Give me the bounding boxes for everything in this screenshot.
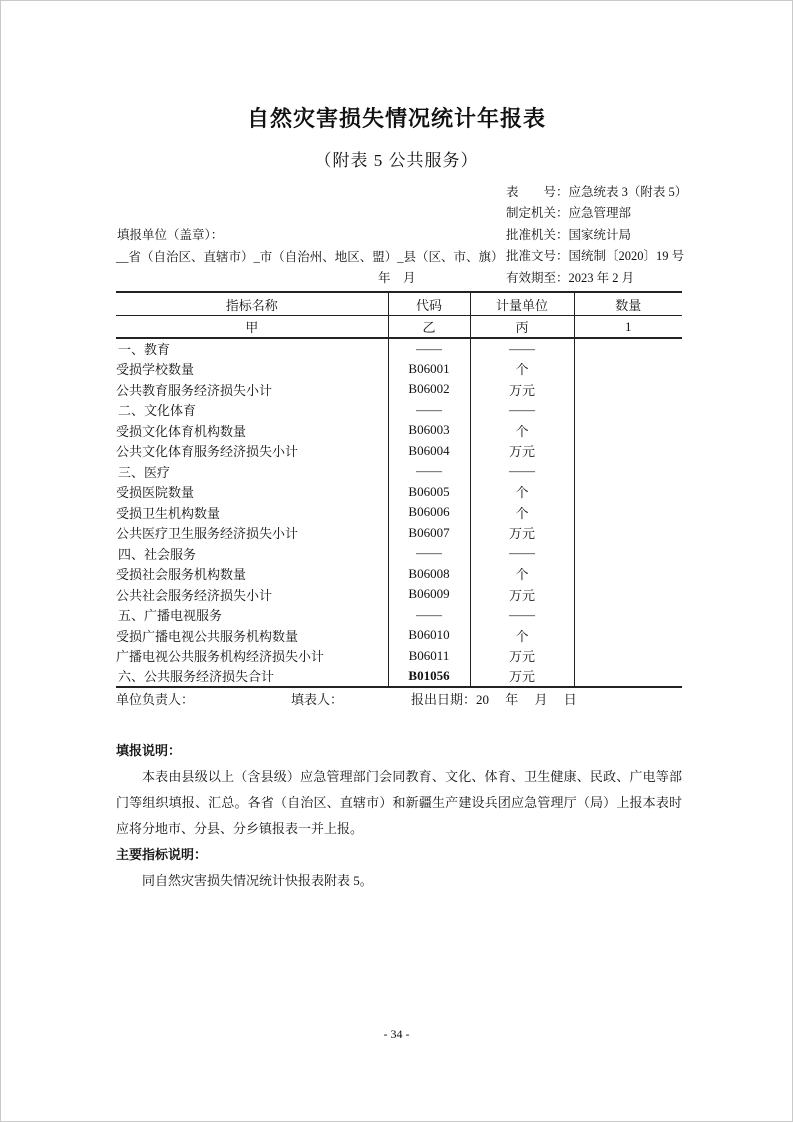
indicator-name-cell: 五、广播电视服务 xyxy=(118,608,223,624)
unit-cell: —— xyxy=(509,401,535,417)
quantity-cell xyxy=(574,359,682,380)
unit-cell: 个 xyxy=(515,362,529,378)
code-cell: B06006 xyxy=(388,502,470,523)
quantity-cell xyxy=(574,523,682,544)
table-header-row xyxy=(116,292,682,316)
quantity-cell xyxy=(574,338,682,359)
subheader-jia: 甲 xyxy=(116,316,388,339)
indicator-name-cell: 公共文化体育服务经济损失小计 xyxy=(116,444,299,460)
unit-head-label: 单位负责人： xyxy=(116,692,195,707)
code-cell: —— xyxy=(388,543,470,564)
page-title: 自然灾害损失情况统计年报表 xyxy=(246,106,546,131)
indicator-name-cell: 三、医疗 xyxy=(118,464,171,480)
table-row xyxy=(116,523,682,544)
indicator-name-cell: 公共医疗卫生服务经济损失小计 xyxy=(116,526,299,542)
form-number-line: 表 号：应急统表 3（附表 5） xyxy=(506,185,688,199)
table-row xyxy=(116,646,682,667)
approving-agency-line: 批准机关：国家统计局 xyxy=(506,227,632,242)
code-cell: B06001 xyxy=(388,359,470,380)
table-header xyxy=(116,292,682,338)
unit-cell: 个 xyxy=(515,485,529,501)
column-header-indicator-name: 指标名称 xyxy=(116,292,388,316)
quantity-cell xyxy=(574,461,682,482)
unit-cell: —— xyxy=(509,545,535,561)
indicator-name-cell: 受损广播电视公共服务机构数量 xyxy=(116,628,299,644)
code-cell: —— xyxy=(388,461,470,482)
indicator-name-cell: 公共教育服务经济损失小计 xyxy=(116,382,273,398)
indicator-name-cell: 广播电视公共服务机构经济损失小计 xyxy=(116,649,325,665)
subheader-1: 1 xyxy=(574,316,682,339)
quantity-cell xyxy=(574,482,682,503)
code-cell: B06002 xyxy=(388,379,470,400)
unit-cell: 万元 xyxy=(508,587,535,603)
filling-instructions-text: 本表由县级以上（含县级）应急管理部门会同教育、文化、体育、卫生健康、民政、广电等部门等组织填报、汇总。各省（自治区、直辖市）和新疆生产建设兵团应急管理厅（局）上报本表时应将分地市、分县、分乡镇报表一并上报。 xyxy=(116,769,682,836)
quantity-cell xyxy=(574,564,682,585)
unit-cell: 万元 xyxy=(508,444,535,460)
code-cell: B06011 xyxy=(388,646,470,667)
quantity-cell xyxy=(574,543,682,564)
table-row xyxy=(116,605,682,626)
quantity-cell xyxy=(574,584,682,605)
unit-cell: 万元 xyxy=(508,669,535,685)
quantity-cell xyxy=(574,625,682,646)
indicator-explanation-text: 同自然灾害损失情况统计快报表附表 5。 xyxy=(142,873,373,888)
table-row xyxy=(116,502,682,523)
table-subheader-row xyxy=(116,316,682,339)
quantity-cell xyxy=(574,666,682,687)
unit-cell: 万元 xyxy=(508,526,535,542)
table-row xyxy=(116,461,682,482)
indicator-name-cell: 一、教育 xyxy=(118,342,171,358)
statistics-table xyxy=(116,291,682,688)
indicator-name-cell: 六、公共服务经济损失合计 xyxy=(118,669,275,685)
quantity-cell xyxy=(574,646,682,667)
unit-cell: —— xyxy=(509,340,535,356)
approval-doc-number-line: 批准文号：国统制〔2020〕19 号 xyxy=(506,249,685,264)
indicator-name-cell: 公共社会服务经济损失小计 xyxy=(116,587,273,603)
code-cell: B06004 xyxy=(388,441,470,462)
table-row xyxy=(116,359,682,380)
quantity-cell xyxy=(574,502,682,523)
unit-cell: 个 xyxy=(515,423,529,439)
table-row xyxy=(116,543,682,564)
code-cell: —— xyxy=(388,400,470,421)
subheader-yi: 乙 xyxy=(388,316,470,339)
quantity-cell xyxy=(574,400,682,421)
unit-cell: 个 xyxy=(515,567,529,583)
signature-row xyxy=(116,689,682,707)
form-filler-label: 填表人： xyxy=(291,692,344,707)
code-cell: B06008 xyxy=(388,564,470,585)
indicator-name-cell: 受损医院数量 xyxy=(116,485,195,501)
unit-cell: 万元 xyxy=(508,382,535,398)
reporting-unit-label: 填报单位（盖章）： xyxy=(117,228,224,242)
page-subtitle: （附表 5 公共服务） xyxy=(314,151,479,170)
unit-cell: —— xyxy=(509,463,535,479)
table-row xyxy=(116,379,682,400)
code-cell: B06010 xyxy=(388,625,470,646)
issuing-agency-line: 制定机关：应急管理部 xyxy=(506,206,632,221)
table-row xyxy=(116,666,682,687)
code-cell: B06007 xyxy=(388,523,470,544)
indicator-name-cell: 受损学校数量 xyxy=(116,362,195,378)
notes-section xyxy=(116,738,682,894)
table-row xyxy=(116,400,682,421)
form-meta-block xyxy=(506,182,687,289)
code-cell: B01056 xyxy=(388,666,470,687)
filling-instructions-heading: 填报说明： xyxy=(116,743,182,758)
code-cell: —— xyxy=(388,605,470,626)
table-row xyxy=(116,441,682,462)
subheader-bing: 丙 xyxy=(470,316,574,339)
quantity-cell xyxy=(574,379,682,400)
validity-line: 有效期至：2023 年 2 月 xyxy=(506,270,635,285)
table-row xyxy=(116,584,682,605)
year-month-blank-line: 年 月 xyxy=(378,271,416,285)
quantity-cell xyxy=(574,605,682,626)
indicator-name-cell: 二、文化体育 xyxy=(118,403,197,419)
code-cell: B06005 xyxy=(388,482,470,503)
code-cell: B06009 xyxy=(388,584,470,605)
indicator-name-cell: 四、社会服务 xyxy=(118,546,197,562)
table-body xyxy=(116,338,682,687)
table-row xyxy=(116,420,682,441)
table-row xyxy=(116,564,682,585)
table-row xyxy=(116,338,682,359)
indicator-explanation-heading: 主要指标说明： xyxy=(116,847,208,862)
indicator-name-cell: 受损卫生机构数量 xyxy=(116,505,221,521)
indicator-name-cell: 受损文化体育机构数量 xyxy=(116,423,247,439)
region-blank-line: __省（自治区、直辖市）_市（自治州、地区、盟）_县（区、市、旗） xyxy=(116,250,504,264)
indicator-name-cell: 受损社会服务机构数量 xyxy=(116,567,247,583)
report-date-label: 报出日期：20 年 月 日 xyxy=(411,692,577,707)
page-number: - 34 - xyxy=(383,1027,410,1041)
table-row xyxy=(116,625,682,646)
table-row xyxy=(116,482,682,503)
unit-cell: —— xyxy=(509,606,535,622)
unit-cell: 万元 xyxy=(508,649,535,665)
code-cell: B06003 xyxy=(388,420,470,441)
code-cell: —— xyxy=(388,338,470,359)
unit-cell: 个 xyxy=(515,628,529,644)
column-header-unit: 计量单位 xyxy=(470,292,574,316)
column-header-code: 代码 xyxy=(388,292,470,316)
column-header-quantity: 数量 xyxy=(574,292,682,316)
quantity-cell xyxy=(574,420,682,441)
unit-cell: 个 xyxy=(515,505,529,521)
quantity-cell xyxy=(574,441,682,462)
